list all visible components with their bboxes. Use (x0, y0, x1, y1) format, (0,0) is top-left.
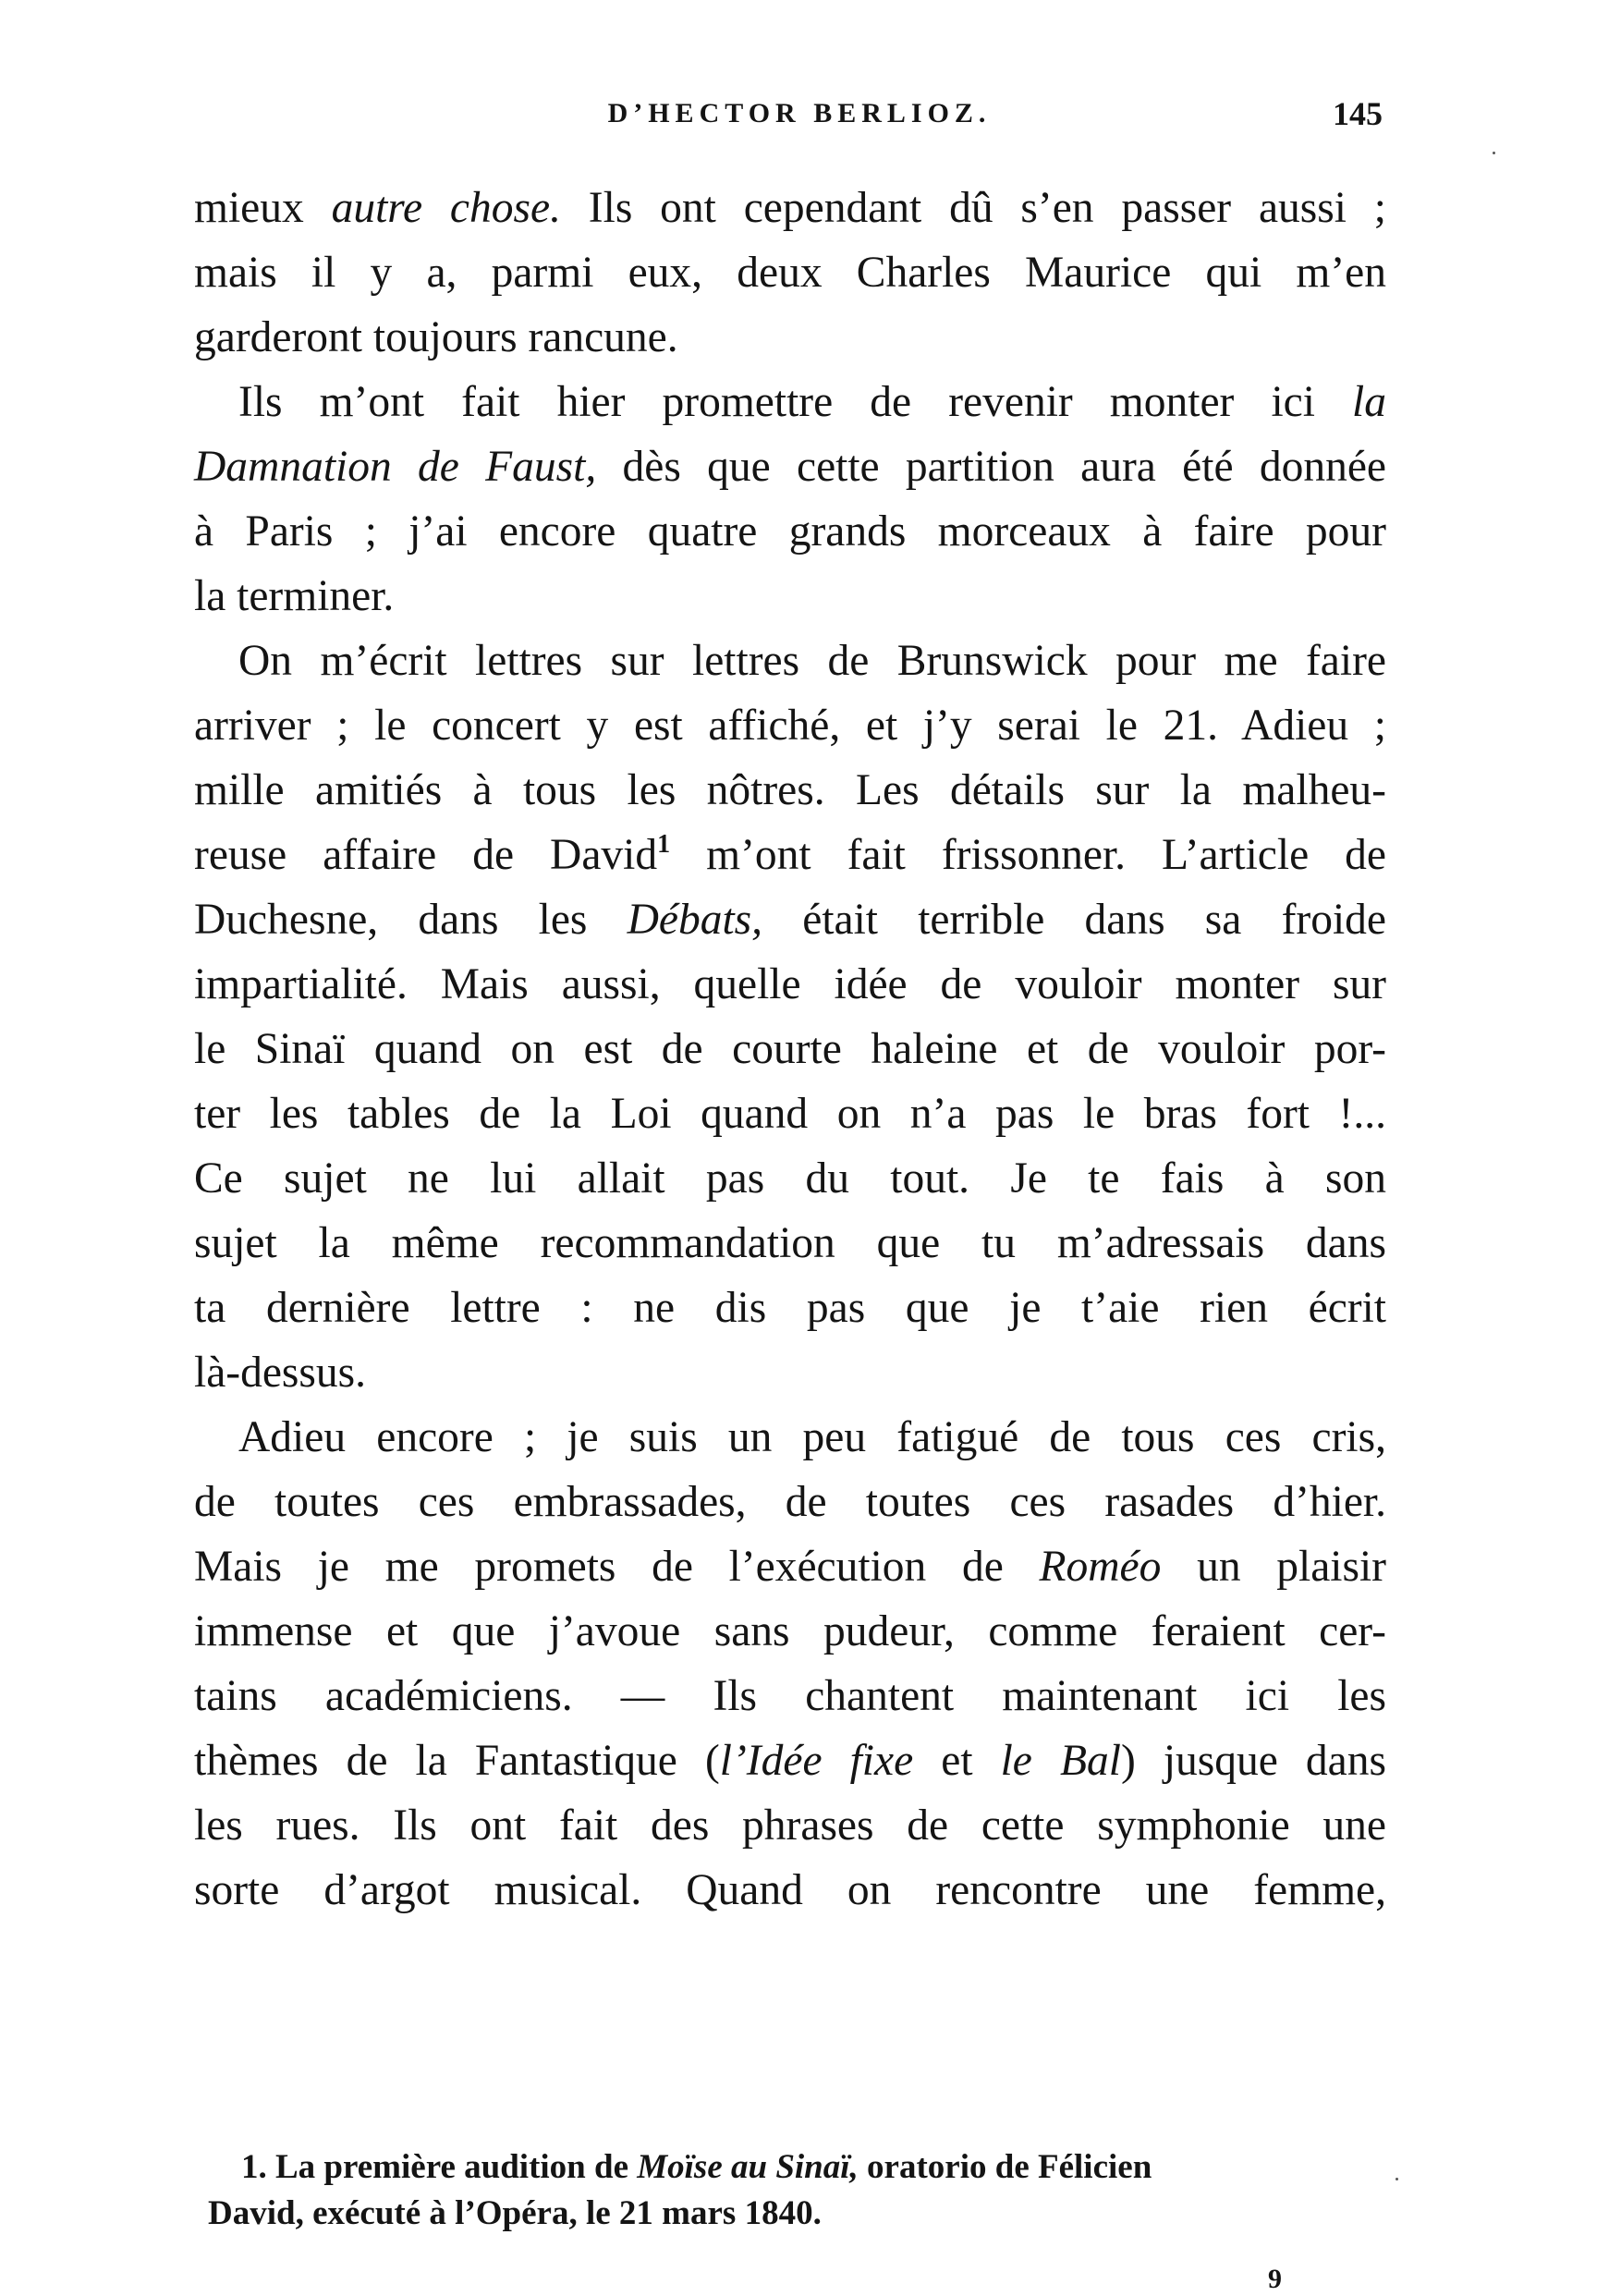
running-title: D’HECTOR BERLIOZ. (607, 98, 992, 128)
text-line: mieux autre chose. Ils ont cependant dû s’en passer aussi ; (194, 184, 1386, 232)
footnote-ref: 1 (657, 830, 671, 859)
text-line: mille amitiés à tous les nôtres. Les détails sur la malheu- (194, 766, 1386, 814)
paragraph (194, 1405, 1386, 1923)
text-line: à Paris ; j’ai encore quatre grands morceaux à faire pour (194, 507, 1386, 556)
text-line: ter les tables de la Loi quand on n’a pas le bras fort !... (194, 1090, 1386, 1138)
text-line: Ce sujet ne lui allait pas du tout. Je te fais à son (194, 1154, 1386, 1203)
italic-text: la (1352, 378, 1386, 426)
page-number: 145 (1333, 95, 1383, 132)
paragraph (194, 176, 1386, 370)
paragraph (194, 370, 1386, 629)
text-line: là-dessus. (194, 1349, 367, 1397)
text-line: Duchesne, dans les Débats, était terrible dans sa froide (194, 896, 1386, 944)
text-line: Mais je me promets de l’exécution de Roméo un plaisir (194, 1543, 1386, 1591)
footnote-line: 1. La première audition de Moïse au Sinaï, oratorio de Félicien (241, 2148, 1152, 2186)
footnote-line: David, exécuté à l’Opéra, le 21 mars 1840. (208, 2194, 822, 2232)
italic-text: le Bal (1000, 1737, 1121, 1785)
text-line: sujet la même recommandation que tu m’adressais dans (194, 1219, 1386, 1267)
text-line: le Sinaï quand on est de courte haleine et de vouloir por- (194, 1025, 1386, 1073)
italic-text: autre chose. (331, 184, 561, 232)
footnotes (208, 2144, 1400, 2237)
footnote (208, 2144, 1400, 2237)
text-line: mais il y a, parmi eux, deux Charles Maurice qui m’en (194, 249, 1386, 297)
text-line: tains académiciens. — Ils chantent maintenant ici les (194, 1672, 1386, 1720)
text-line: On m’écrit lettres sur lettres de Brunswick pour me faire (238, 637, 1386, 685)
text-line: ta dernière lettre : ne dis pas que je t’aie rien écrit (194, 1284, 1386, 1332)
body-text (194, 176, 1386, 1923)
italic-text: Damnation de Faust, (194, 443, 597, 491)
italic-text: Roméo (1039, 1543, 1162, 1591)
running-head (194, 91, 1405, 137)
italic-text: Moïse au Sinaï, (637, 2148, 859, 2186)
text-line: les rues. Ils ont fait des phrases de cette symphonie une (194, 1801, 1386, 1850)
text-line: Ils m’ont fait hier promettre de revenir monter ici la (238, 378, 1386, 426)
signature-mark: 9 (1268, 2264, 1282, 2294)
paper-speck (1396, 2178, 1398, 2180)
text-line: sorte d’argot musical. Quand on rencontre une femme, (194, 1866, 1386, 1914)
text-line: thèmes de la Fantastique (l’Idée fixe et le Bal) jusque dans (194, 1737, 1386, 1785)
text-line: de toutes ces embrassades, de toutes ces rasades d’hier. (194, 1478, 1386, 1526)
text-line: impartialité. Mais aussi, quelle idée de vouloir monter sur (194, 960, 1386, 1008)
paragraph (194, 629, 1386, 1405)
text-line: immense et que j’avoue sans pudeur, comme feraient cer- (194, 1607, 1386, 1655)
text-line: arriver ; le concert y est affiché, et j’y serai le 21. Adieu ; (194, 702, 1386, 750)
italic-text: Débats, (627, 896, 763, 944)
text-line: Adieu encore ; je suis un peu fatigué de tous ces cris, (238, 1413, 1386, 1461)
text-line: la terminer. (194, 572, 395, 620)
text-line: garderont toujours rancune. (194, 313, 678, 361)
text-line: Damnation de Faust, dès que cette partition aura été donnée (194, 443, 1386, 491)
italic-text: l’Idée fixe (719, 1737, 914, 1785)
text-line: reuse affaire de David$^1$ m’ont fait frissonner. L’article de (194, 830, 1386, 879)
paper-speck (1493, 152, 1495, 154)
